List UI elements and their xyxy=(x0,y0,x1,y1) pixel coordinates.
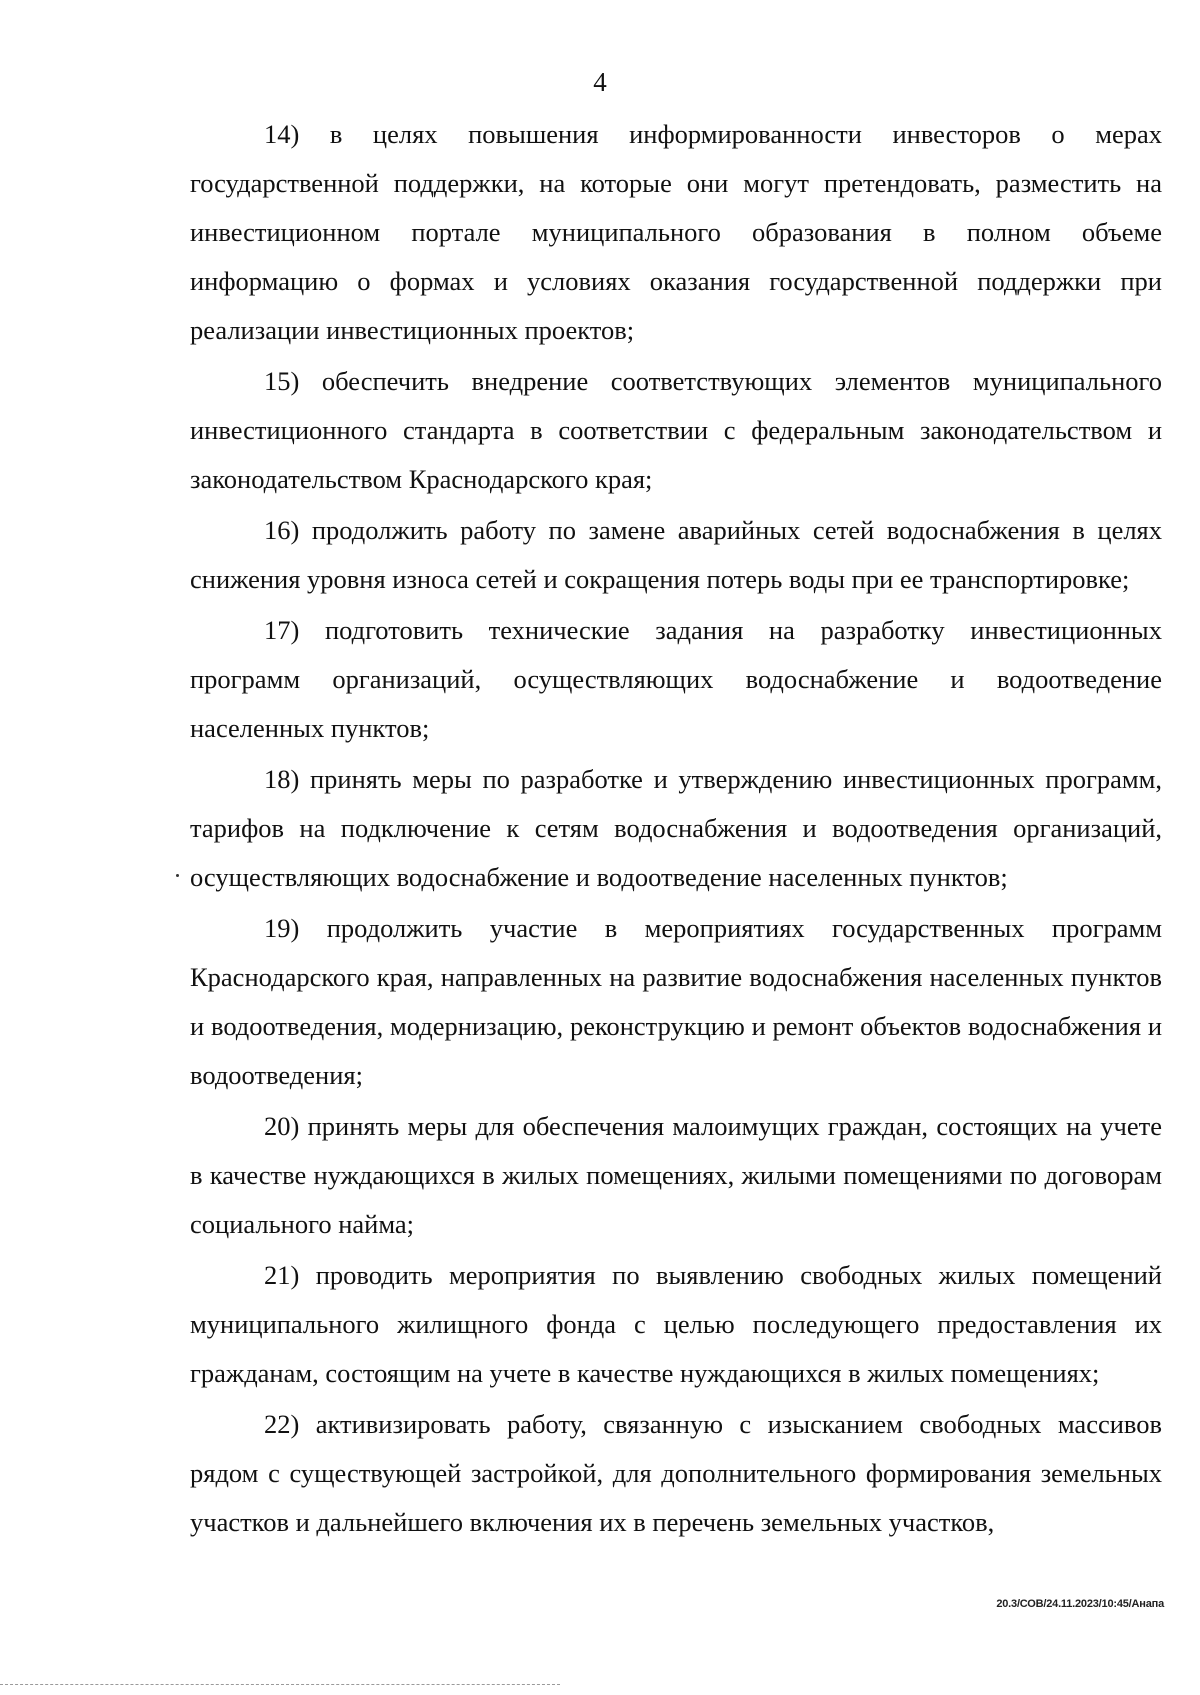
paragraph-16: 16) продолжить работу по замене аварийных сетей водоснабжения в целях снижения уровня износа сетей и сокращения потерь воды при ее транспортировке; xyxy=(190,515,1162,594)
paragraph-15: 15) обеспечить внедрение соответствующих элементов муниципального инвестиционного стандарта в соответствии с федеральным законодательством и законодательством Краснодарского края; xyxy=(190,366,1162,494)
paragraph-20: 20) принять меры для обеспечения малоимущих граждан, состоящих на учете в качестве нуждающихся в жилых помещениях, жилыми помещениями по договорам социального найма; xyxy=(190,1111,1162,1239)
page-number: 4 xyxy=(593,67,607,97)
scan-speck xyxy=(176,874,179,877)
paragraph-17: 17) подготовить технические задания на разработку инвестиционных программ организаций, осуществляющих водоснабжение и водоотведение населенных пунктов; xyxy=(190,615,1162,743)
paragraph-14: 14) в целях повышения информированности инвесторов о мерах государственной поддержки, на которые они могут претендовать, разместить на инвестиционном портале муниципального образования в полном объеме информацию о формах и условиях оказания государственной поддержки при реализации инвестиционных проектов; xyxy=(190,119,1162,345)
paragraph-18: 18) принять меры по разработке и утверждению инвестиционных программ, тарифов на подключение к сетям водоснабжения и водоотведения организаций, осуществляющих водоснабжение и водоотведение населенных пунктов; xyxy=(190,764,1162,892)
paragraph-21: 21) проводить мероприятия по выявлению свободных жилых помещений муниципального жилищного фонда с целью последующего предоставления их гражданам, состоящим на учете в качестве нуждающихся в жилых помещениях; xyxy=(190,1260,1162,1388)
paragraph-19: 19) продолжить участие в мероприятиях государственных программ Краснодарского края, направленных на развитие водоснабжения населенных пунктов и водоотведения, модернизацию, реконструкцию и ремонт объектов водоснабжения и водоотведения; xyxy=(190,913,1162,1090)
document-registration-code: 20.3/СОВ/24.11.2023/10:45/Анапа xyxy=(996,1598,1164,1610)
document-body xyxy=(190,110,1162,1549)
scan-edge-line xyxy=(0,1684,560,1685)
paragraph-22: 22) активизировать работу, связанную с изысканием свободных массивов рядом с существующей застройкой, для дополнительного формирования земельных участков и дальнейшего включения их в перечень земельных участков, xyxy=(190,1409,1162,1537)
